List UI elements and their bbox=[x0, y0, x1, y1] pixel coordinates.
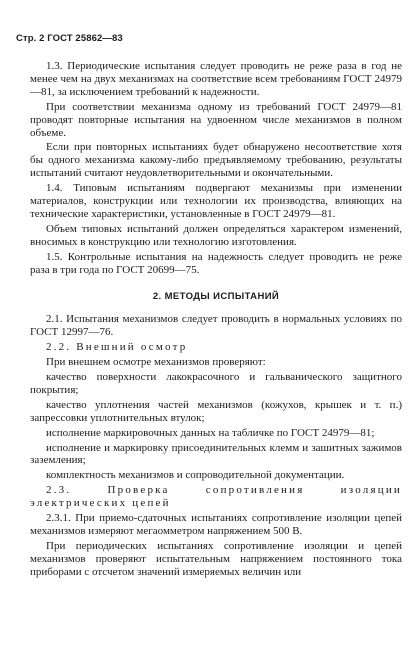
paragraph-2-3-1: 2.3.1. При приемо-сдаточных испытаниях сопротивление изоляции цепей механизмов измеряют мегаомметром напряжением 500 В. bbox=[30, 512, 402, 537]
paragraph-1-3: 1.3. Периодические испытания следует проводить не реже раза в год не менее чем на двух механизмах на соответствие всем требованиям ГОСТ 24979—81, за исключением требований к надежности. bbox=[30, 60, 402, 98]
section-title: 2. МЕТОДЫ ИСПЫТАНИЙ bbox=[152, 290, 280, 302]
list-item-terminals: исполнение и маркировку присоединительных клемм и зашитных зажимов заземления; bbox=[30, 441, 402, 467]
page-header: Стр. 2 ГОСТ 25862—83 bbox=[16, 33, 123, 44]
list-item-coating: качество поверхности лакокрасочного и гальванического защитного покрытия; bbox=[30, 371, 402, 396]
paragraph-1-5: 1.5. Контрольные испытания на надежность следует проводить не реже раза в три года по ГОСТ 20699—75. bbox=[30, 250, 402, 276]
list-item-completeness: комплектность механизмов и сопроводительной документации. bbox=[46, 469, 345, 482]
subsection-2-3-heading: 2.3. Проверка сопротивления изоляции электрических цепей bbox=[30, 484, 402, 510]
document-body bbox=[30, 60, 402, 581]
list-item-marking: исполнение маркировочных данных на табличке по ГОСТ 24979—81; bbox=[46, 426, 375, 439]
list-item-sealing: качество уплотнения частей механизмов (кожухов, крышек и т. п.) запрессовки уплотнительных втулок; bbox=[30, 398, 402, 424]
paragraph-inspection-intro: При внешнем осмотре механизмов проверяют: bbox=[46, 356, 266, 369]
paragraph-periodic-insulation: При периодических испытаниях сопротивление изоляции и цепей механизмов проверяют испытательным напряжением постоянного тока приборами с отсчетом значений измеряемых величин или bbox=[30, 539, 402, 578]
paragraph-2-1: 2.1. Испытания механизмов следует проводить в нормальных условиях по ГОСТ 12997—76. bbox=[30, 313, 402, 339]
paragraph-nonconformity: Если при повторных испытаниях будет обнаружено несоответствие хотя бы одного механизма какому-либо предъявляемому требованию, результаты испытаний считают неудовлетворительными и окончательными. bbox=[30, 141, 402, 180]
paragraph-type-test-scope: Объем типовых испытаний должен определяться характером изменений, вносимых в конструкцию или технологию изготовления. bbox=[30, 222, 402, 248]
paragraph-1-4: 1.4. Типовым испытаниям подвергают механизмы при изменении материалов, конструкции или технологии их производства, влияющих на технические характеристики, установленные в ГОСТ 24979—81. bbox=[30, 182, 402, 220]
subsection-2-2-heading: 2.2. Внешний осмотр bbox=[46, 341, 188, 354]
paragraph-repeat-tests: При соответствии механизма одному из требований ГОСТ 24979—81 проводят повторные испытания на удвоенном числе механизмов в полном объеме. bbox=[30, 100, 402, 139]
